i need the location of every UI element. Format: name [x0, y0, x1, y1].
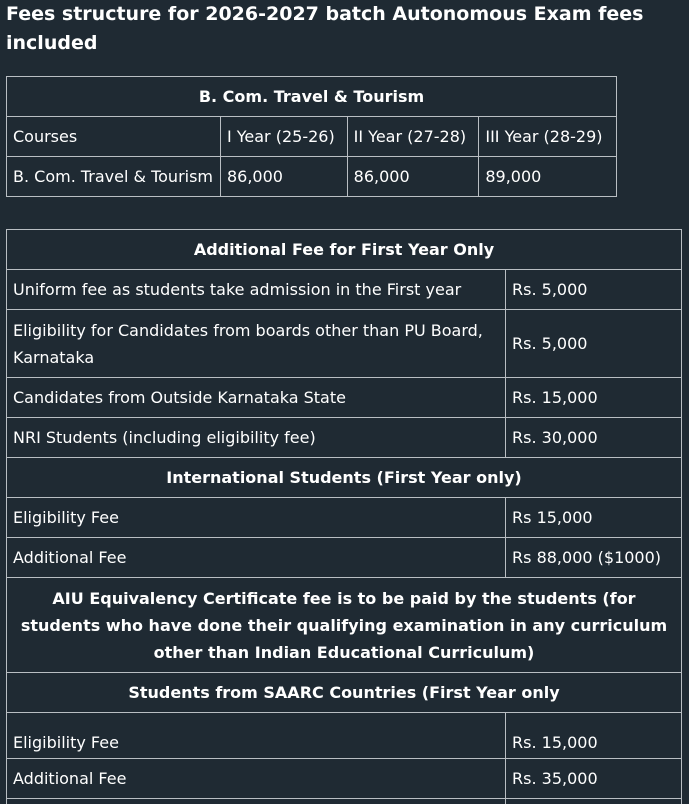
empty-cell: [506, 799, 682, 804]
table-row: [7, 378, 682, 418]
section-title-row: [7, 673, 682, 713]
table-row: [7, 418, 682, 458]
additional-fee-title: Additional Fee for First Year Only: [7, 230, 682, 270]
course-table-title: B. Com. Travel & Tourism: [7, 77, 617, 117]
table-cell: 86,000: [347, 157, 479, 197]
empty-cell: [7, 799, 506, 804]
fee-label: Eligibility Fee: [7, 713, 506, 759]
fee-label: Candidates from Outside Karnataka State: [7, 378, 506, 418]
column-header: II Year (27-28): [347, 117, 479, 157]
table-row: [7, 759, 682, 799]
table-row: [7, 310, 682, 378]
fee-label: Additional Fee: [7, 538, 506, 578]
additional-fee-table: [6, 229, 682, 804]
fee-value: Rs. 35,000: [506, 759, 682, 799]
fee-label: Additional Fee: [7, 759, 506, 799]
saarc-title: Students from SAARC Countries (First Year only: [7, 673, 682, 713]
aiu-note: AIU Equivalency Certificate fee is to be paid by the students (for students who have done their qualifying examination in any curriculum other than Indian Educational Curriculum): [7, 578, 682, 673]
column-header: Courses: [7, 117, 221, 157]
page-title: Fees structure for 2026-2027 batch Autonomous Exam fees included: [6, 3, 644, 54]
table-row: [7, 157, 617, 197]
fee-label: Uniform fee as students take admission in the First year: [7, 270, 506, 310]
table-header-row: [7, 117, 617, 157]
table-row: [7, 713, 682, 759]
table-row: [7, 270, 682, 310]
table-cell: 86,000: [220, 157, 347, 197]
note-row: [7, 578, 682, 673]
table-row: [7, 498, 682, 538]
fee-value: Rs 15,000: [506, 498, 682, 538]
table-row: [7, 538, 682, 578]
column-header: I Year (25-26): [220, 117, 347, 157]
international-title: International Students (First Year only): [7, 458, 682, 498]
table-cell: B. Com. Travel & Tourism: [7, 157, 221, 197]
fee-value: Rs 88,000 ($1000): [506, 538, 682, 578]
fee-label: Eligibility Fee: [7, 498, 506, 538]
column-header: III Year (28-29): [479, 117, 617, 157]
section-title-row: [7, 458, 682, 498]
fee-value: Rs. 15,000: [506, 378, 682, 418]
section-title-row: [7, 230, 682, 270]
fee-value: Rs. 30,000: [506, 418, 682, 458]
table-title-row: [7, 77, 617, 117]
fee-value: Rs. 5,000: [506, 270, 682, 310]
course-fee-table: [6, 76, 617, 197]
fee-value: Rs. 5,000: [506, 310, 682, 378]
table-cell: 89,000: [479, 157, 617, 197]
fee-label: NRI Students (including eligibility fee): [7, 418, 506, 458]
fee-value: Rs. 15,000: [506, 713, 682, 759]
table-row: [7, 799, 682, 804]
fee-label: Eligibility for Candidates from boards other than PU Board, Karnataka: [7, 310, 506, 378]
